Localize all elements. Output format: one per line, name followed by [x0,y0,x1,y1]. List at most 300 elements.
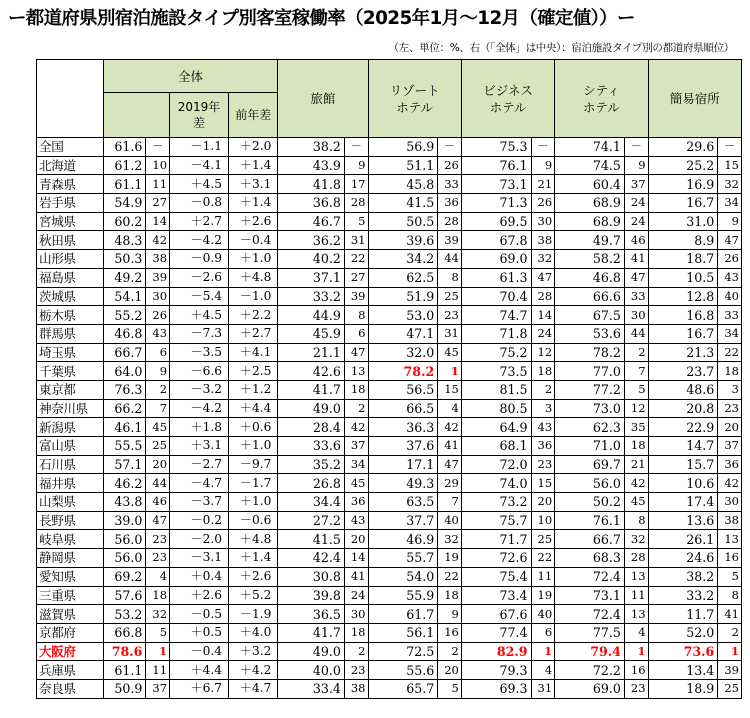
overall-rank-cell: 9 [146,362,170,381]
resort-rate-cell: 65.7 [368,679,438,698]
table-row [37,194,742,213]
business-rank-cell: 1 [531,642,555,661]
business-rate-cell: 69.3 [461,679,531,698]
prefecture-cell: 静岡県 [37,549,104,568]
business-rank-cell: 14 [531,306,555,325]
city-rate-cell: 77.5 [555,623,625,642]
vs2019-cell: －0.2 [170,511,229,530]
overall-rank-cell: 23 [146,530,170,549]
city-rank-cell: 30 [624,306,648,325]
resort-rank-cell: 33 [438,175,462,194]
simple-rate-cell: 12.8 [648,287,718,306]
simple-rate-cell: 29.6 [648,138,718,157]
table-row [37,474,742,493]
city-rate-cell: 74.5 [555,156,625,175]
overall-rank-cell: 32 [146,605,170,624]
resort-rate-cell: 41.5 [368,194,438,213]
prefecture-cell: 山梨県 [37,493,104,512]
city-rank-cell: 46 [624,231,648,250]
business-rank-cell: 25 [531,530,555,549]
vsprev-cell: ＋1.2 [229,380,278,399]
table-row [37,399,742,418]
table-row [37,605,742,624]
vs2019-cell: －3.1 [170,549,229,568]
vsprev-cell: －1.9 [229,605,278,624]
simple-rank-cell: 23 [718,399,742,418]
ryokan-rank-cell: 14 [344,549,368,568]
resort-rate-cell: 54.0 [368,567,438,586]
simple-rank-cell: 25 [718,679,742,698]
business-rank-cell: 38 [531,231,555,250]
ryokan-rate-cell: 46.7 [278,212,345,231]
overall-rank-cell: 30 [146,287,170,306]
resort-rank-cell: 18 [438,586,462,605]
vs2019-cell: －4.2 [170,231,229,250]
overall-rank-cell: 5 [146,623,170,642]
business-rank-cell: 18 [531,362,555,381]
overall-header: 全体 [103,60,278,93]
resort-rate-cell: 55.7 [368,549,438,568]
city-rank-cell: 2 [624,343,648,362]
resort-rank-cell: 32 [438,530,462,549]
city-rank-cell: 47 [624,268,648,287]
prefecture-cell: 全国 [37,138,104,157]
prefecture-cell: 愛知県 [37,567,104,586]
table-row [37,343,742,362]
resort-rank-cell: 40 [438,511,462,530]
city-rank-cell: 13 [624,567,648,586]
resort-rank-cell: 15 [438,380,462,399]
ryokan-rate-cell: 30.8 [278,567,345,586]
ryokan-rank-cell: 18 [344,380,368,399]
overall-rank-cell: 2 [146,380,170,399]
ryokan-rank-cell: 24 [344,586,368,605]
ryokan-rank-cell: 17 [344,175,368,194]
overall-rank-cell: － [146,138,170,157]
simple-rank-cell: 13 [718,530,742,549]
business-rank-cell: 10 [531,511,555,530]
resort-rate-cell: 56.9 [368,138,438,157]
business-rate-cell: 71.8 [461,324,531,343]
ryokan-rank-cell: 2 [344,642,368,661]
ryokan-rank-cell: 18 [344,623,368,642]
vsprev-cell: ＋2.7 [229,324,278,343]
ryokan-rate-cell: 41.7 [278,380,345,399]
resort-rank-cell: 23 [438,306,462,325]
table-row [37,380,742,399]
overall-rank-cell: 47 [146,511,170,530]
prefecture-cell: 宮城県 [37,212,104,231]
overall-rate-cell: 66.2 [103,399,146,418]
prefecture-cell: 岐阜県 [37,530,104,549]
city-rank-cell: 21 [624,455,648,474]
business-rate-cell: 75.3 [461,138,531,157]
ryokan-rate-cell: 41.8 [278,175,345,194]
simple-rate-cell: 15.7 [648,455,718,474]
vs2019-cell: ＋0.5 [170,623,229,642]
city-rate-cell: 77.2 [555,380,625,399]
ryokan-rank-cell: 22 [344,250,368,269]
resort-rank-cell: 20 [438,661,462,680]
ryokan-rate-cell: 44.9 [278,306,345,325]
city-rank-cell: － [624,138,648,157]
table-row [37,549,742,568]
vsprev-cell: ＋1.0 [229,250,278,269]
resort-rank-cell: 47 [438,455,462,474]
overall-rate-cell: 43.8 [103,493,146,512]
overall-value-header [103,93,170,138]
vsprev-cell: ＋4.8 [229,268,278,287]
overall-rank-cell: 26 [146,306,170,325]
ryokan-rate-cell: 39.8 [278,586,345,605]
simple-rate-cell: 14.7 [648,437,718,456]
overall-rate-cell: 57.1 [103,455,146,474]
business-rate-cell: 71.7 [461,530,531,549]
city-rate-cell: 74.1 [555,138,625,157]
vs2019-cell: －2.6 [170,268,229,287]
ryokan-rate-cell: 38.2 [278,138,345,157]
resort-rate-cell: 53.0 [368,306,438,325]
ryokan-rank-cell: 41 [344,567,368,586]
business-rank-cell: 3 [531,399,555,418]
ryokan-rank-cell: 9 [344,156,368,175]
business-rank-cell: 20 [531,493,555,512]
simple-rank-cell: 9 [718,212,742,231]
table-row [37,679,742,698]
simple-rank-cell: 34 [718,194,742,213]
city-rate-cell: 69.7 [555,455,625,474]
simple-rank-cell: 39 [718,661,742,680]
prefecture-cell: 兵庫県 [37,661,104,680]
resort-rank-cell: 1 [438,362,462,381]
prefecture-cell: 山形県 [37,250,104,269]
overall-rate-cell: 56.0 [103,549,146,568]
simple-rank-cell: 47 [718,231,742,250]
prefecture-cell: 茨城県 [37,287,104,306]
simple-rate-cell: 17.4 [648,493,718,512]
ryokan-rank-cell: 47 [344,343,368,362]
occupancy-table [36,59,742,699]
table-row [37,324,742,343]
table-body [37,138,742,699]
simple-rank-cell: 38 [718,511,742,530]
resort-rate-cell: 32.0 [368,343,438,362]
city-rate-cell: 60.4 [555,175,625,194]
vsprev-cell: ＋4.4 [229,399,278,418]
overall-rate-cell: 61.2 [103,156,146,175]
business-hotel-header [461,60,554,138]
table-row [37,250,742,269]
table-row [37,212,742,231]
vsprev-cell: ＋4.7 [229,679,278,698]
city-rank-cell: 4 [624,623,648,642]
business-rate-cell: 68.1 [461,437,531,456]
vsprev-cell: －1.0 [229,287,278,306]
vs2019-cell: ＋1.8 [170,418,229,437]
city-rate-cell: 73.0 [555,399,625,418]
city-rank-cell: 35 [624,418,648,437]
overall-rank-cell: 7 [146,399,170,418]
ryokan-rate-cell: 36.5 [278,605,345,624]
city-rate-cell: 79.4 [555,642,625,661]
city-rank-cell: 9 [624,156,648,175]
resort-rate-cell: 51.9 [368,287,438,306]
table-row [37,493,742,512]
overall-rank-cell: 42 [146,231,170,250]
business-rate-cell: 73.2 [461,493,531,512]
resort-rank-cell: 44 [438,250,462,269]
resort-rank-cell: 8 [438,268,462,287]
prefecture-cell: 神奈川県 [37,399,104,418]
ryokan-rate-cell: 42.6 [278,362,345,381]
resort-rate-cell: 56.1 [368,623,438,642]
prefecture-cell: 東京都 [37,380,104,399]
vs2019-cell: ＋6.7 [170,679,229,698]
city-rank-cell: 8 [624,511,648,530]
ryokan-rank-cell: 20 [344,530,368,549]
resort-rate-cell: 72.5 [368,642,438,661]
overall-rate-cell: 61.6 [103,138,146,157]
city-rank-cell: 23 [624,679,648,698]
city-rank-cell: 18 [624,437,648,456]
ryokan-rank-cell: 13 [344,362,368,381]
simple-rate-cell: 22.9 [648,418,718,437]
business-rank-cell: 2 [531,380,555,399]
business-rate-cell: 73.5 [461,362,531,381]
city-rank-cell: 42 [624,474,648,493]
business-rate-cell: 75.4 [461,567,531,586]
prefecture-cell: 埼玉県 [37,343,104,362]
simple-rate-cell: 23.7 [648,362,718,381]
city-rank-cell: 45 [624,493,648,512]
prefecture-cell: 新潟県 [37,418,104,437]
table-row [37,511,742,530]
overall-rank-cell: 38 [146,250,170,269]
ryokan-rate-cell: 42.4 [278,549,345,568]
resort-rate-cell: 55.9 [368,586,438,605]
business-rank-cell: 28 [531,287,555,306]
vsprev-cell: ＋0.6 [229,418,278,437]
overall-rate-cell: 55.5 [103,437,146,456]
ryokan-rank-cell: 6 [344,324,368,343]
ryokan-rank-cell: 37 [344,437,368,456]
prefecture-cell: 長野県 [37,511,104,530]
vsprev-cell: ＋1.0 [229,493,278,512]
business-rank-cell: 4 [531,661,555,680]
vs2019-cell: －5.4 [170,287,229,306]
vsprev-cell: ＋2.2 [229,306,278,325]
simple-rank-cell: 34 [718,324,742,343]
resort-rank-cell: － [438,138,462,157]
vsprev-cell: ＋3.1 [229,175,278,194]
simple-rate-cell: 11.7 [648,605,718,624]
resort-rate-cell: 66.5 [368,399,438,418]
overall-rank-cell: 25 [146,437,170,456]
simple-rank-cell: 8 [718,586,742,605]
resort-rate-cell: 55.6 [368,661,438,680]
simple-rate-cell: 10.6 [648,474,718,493]
vs2019-cell: －2.7 [170,455,229,474]
simple-rate-cell: 8.9 [648,231,718,250]
business-rate-cell: 67.6 [461,605,531,624]
ryokan-rate-cell: 28.4 [278,418,345,437]
city-rate-cell: 46.8 [555,268,625,287]
ryokan-rate-cell: 41.7 [278,623,345,642]
city-rate-cell: 58.2 [555,250,625,269]
ryokan-rate-cell: 45.9 [278,324,345,343]
ryokan-rank-cell: 8 [344,306,368,325]
overall-rank-cell: 4 [146,567,170,586]
business-rate-cell: 76.1 [461,156,531,175]
units-note: （左、単位：%、右（「全体」は中央）：宿泊施設タイプ別の都道府県順位） [388,42,734,54]
simple-rank-cell: － [718,138,742,157]
business-rate-cell: 79.3 [461,661,531,680]
ryokan-rank-cell: 38 [344,679,368,698]
city-rate-cell: 56.0 [555,474,625,493]
prefecture-cell: 富山県 [37,437,104,456]
vsprev-cell: －1.7 [229,474,278,493]
business-rank-cell: 9 [531,156,555,175]
overall-rate-cell: 56.0 [103,530,146,549]
business-rate-cell: 82.9 [461,642,531,661]
simple-rate-cell: 16.7 [648,194,718,213]
prefecture-cell: 北海道 [37,156,104,175]
simple-rank-cell: 36 [718,455,742,474]
overall-rate-cell: 53.2 [103,605,146,624]
overall-rate-cell: 46.1 [103,418,146,437]
resort-rate-cell: 62.5 [368,268,438,287]
resort-rate-cell: 51.1 [368,156,438,175]
table-row [37,437,742,456]
resort-rate-cell: 45.8 [368,175,438,194]
resort-rate-cell: 39.6 [368,231,438,250]
city-rate-cell: 68.9 [555,212,625,231]
simple-rate-cell: 31.0 [648,212,718,231]
overall-rate-cell: 61.1 [103,175,146,194]
resort-rate-cell: 36.3 [368,418,438,437]
resort-rate-cell: 49.3 [368,474,438,493]
simple-rate-cell: 25.2 [648,156,718,175]
business-rank-cell: 31 [531,679,555,698]
city-rank-cell: 11 [624,586,648,605]
vs2019-cell: ＋3.1 [170,437,229,456]
resort-rank-cell: 45 [438,343,462,362]
city-rate-cell: 73.1 [555,586,625,605]
ryokan-rank-cell: － [344,138,368,157]
vs2019-header-line1: 2019年 [177,100,221,114]
ryokan-rate-cell: 43.9 [278,156,345,175]
resort-rank-cell: 9 [438,605,462,624]
ryokan-rank-cell: 28 [344,194,368,213]
business-rate-cell: 72.6 [461,549,531,568]
overall-rank-cell: 44 [146,474,170,493]
business-rate-cell: 80.5 [461,399,531,418]
vsprev-cell: ＋4.8 [229,530,278,549]
prefecture-header [37,60,104,138]
city-rank-cell: 41 [624,250,648,269]
business-rank-cell: 11 [531,567,555,586]
simple-rank-cell: 18 [718,362,742,381]
simple-rank-cell: 43 [718,268,742,287]
vsprev-header: 前年差 [229,93,278,138]
simple-rate-cell: 21.3 [648,343,718,362]
vs2019-cell: －0.8 [170,194,229,213]
overall-rank-cell: 27 [146,194,170,213]
simple-rank-cell: 3 [718,380,742,399]
resort-rate-cell: 78.2 [368,362,438,381]
simple-rate-cell: 38.2 [648,567,718,586]
city-rate-cell: 78.2 [555,343,625,362]
resort-rank-cell: 26 [438,156,462,175]
resort-rate-cell: 37.7 [368,511,438,530]
table-row [37,530,742,549]
business-rate-cell: 77.4 [461,623,531,642]
simple-lodging-header: 簡易宿所 [648,60,741,138]
simple-rate-cell: 16.8 [648,306,718,325]
overall-rank-cell: 43 [146,324,170,343]
business-rate-cell: 71.3 [461,194,531,213]
overall-rate-cell: 78.6 [103,642,146,661]
simple-rank-cell: 2 [718,623,742,642]
ryokan-rate-cell: 33.2 [278,287,345,306]
vsprev-cell: －0.4 [229,231,278,250]
ryokan-rate-cell: 34.4 [278,493,345,512]
overall-rank-cell: 23 [146,549,170,568]
vs2019-cell: －3.2 [170,380,229,399]
city-rank-cell: 13 [624,605,648,624]
overall-rate-cell: 69.2 [103,567,146,586]
vs2019-cell: －1.1 [170,138,229,157]
business-rate-cell: 73.4 [461,586,531,605]
simple-rank-cell: 22 [718,343,742,362]
prefecture-cell: 千葉県 [37,362,104,381]
overall-rate-cell: 76.3 [103,380,146,399]
business-rate-cell: 64.9 [461,418,531,437]
city-rank-cell: 1 [624,642,648,661]
ryokan-rank-cell: 27 [344,268,368,287]
simple-rank-cell: 33 [718,306,742,325]
city-rank-cell: 28 [624,549,648,568]
ryokan-rank-cell: 30 [344,605,368,624]
business-rank-cell: 30 [531,212,555,231]
resort-rank-cell: 7 [438,493,462,512]
city-rate-cell: 69.0 [555,679,625,698]
simple-rank-cell: 15 [718,156,742,175]
vsprev-cell: ＋4.2 [229,661,278,680]
resort-rate-cell: 56.5 [368,380,438,399]
overall-rank-cell: 37 [146,679,170,698]
simple-rate-cell: 24.6 [648,549,718,568]
overall-rate-cell: 46.8 [103,324,146,343]
business-rank-cell: 40 [531,605,555,624]
resort-hotel-header [368,60,461,138]
overall-rate-cell: 49.2 [103,268,146,287]
vsprev-cell: ＋4.1 [229,343,278,362]
ryokan-rate-cell: 35.2 [278,455,345,474]
vs2019-cell: ＋2.6 [170,586,229,605]
prefecture-cell: 京都府 [37,623,104,642]
ryokan-rate-cell: 33.4 [278,679,345,698]
ryokan-rate-cell: 33.6 [278,437,345,456]
simple-rank-cell: 30 [718,493,742,512]
vs2019-cell: －3.5 [170,343,229,362]
resort-rate-cell: 47.1 [368,324,438,343]
vs2019-cell: ＋4.5 [170,306,229,325]
prefecture-cell: 三重県 [37,586,104,605]
city-rate-cell: 67.5 [555,306,625,325]
ryokan-rate-cell: 26.8 [278,474,345,493]
overall-rank-cell: 6 [146,343,170,362]
